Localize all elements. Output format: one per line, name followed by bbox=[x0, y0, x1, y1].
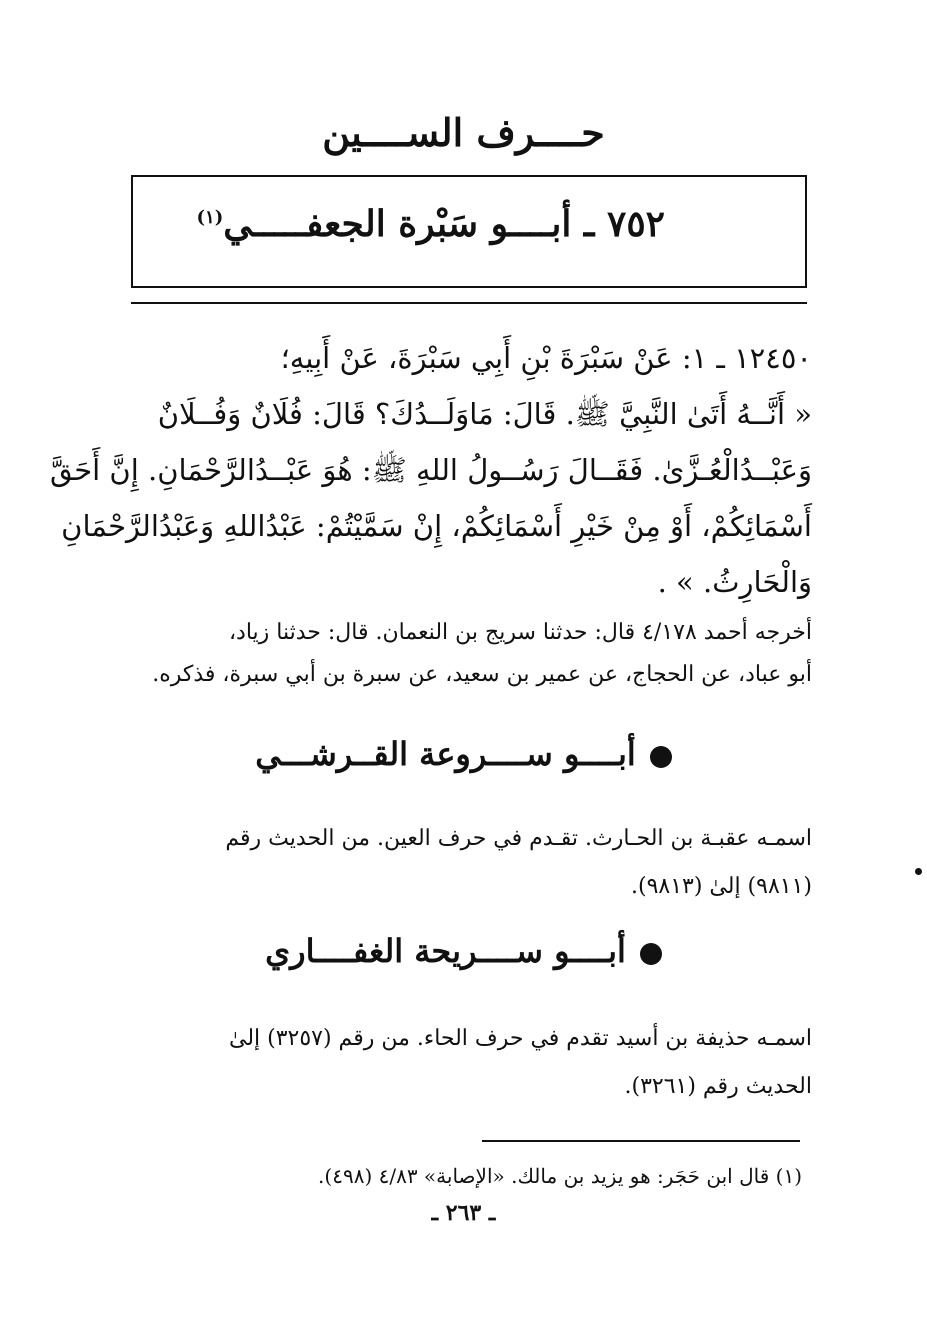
source-text bbox=[126, 612, 812, 696]
hadith-line: أَسْمَائِكُمْ، أَوْ مِنْ خَيْرِ أَسْمَائِكُمْ، إِنْ سَمَّيْتُمْ: عَبْدُاللهِ وَعَبْدُالرَّحْمَانِ bbox=[61, 509, 812, 543]
footnote-marker: (١) bbox=[196, 207, 224, 228]
section-line: الحديث رقم (٣٢٦١). bbox=[624, 1074, 812, 1099]
source-line: أخرجه أحمد ٤/١٧٨ قال: حدثنا سريج بن النعمان. قال: حدثنا زياد، bbox=[228, 620, 812, 645]
section-text-abu-sarwaa bbox=[126, 815, 812, 911]
hadith-line: ١٢٤٥٠ ـ ١: عَنْ سَبْرَةَ بْنِ أَبِي سَبْرَةَ، عَنْ أَبِيهِ؛ bbox=[280, 341, 812, 375]
bullet-icon bbox=[640, 943, 662, 965]
section-heading-abu-sarwaa bbox=[0, 735, 927, 773]
section-heading-text: أبــــو ســــروعة القــرشـــي bbox=[255, 735, 636, 773]
chapter-title: حــــرف الســــين bbox=[322, 110, 605, 155]
entry-title-text: ٧٥٢ ـ أبــــو سَبْرة الجعفـــــي bbox=[223, 203, 665, 245]
hadith-line: وَالْحَارِثُ. » . bbox=[657, 565, 812, 599]
section-line: (٩٨١١) إلىٰ (٩٨١٣). bbox=[630, 874, 812, 899]
entry-title-box bbox=[131, 175, 807, 288]
section-heading-abu-sariha bbox=[0, 932, 927, 970]
bullet-icon bbox=[650, 746, 672, 768]
hadith-line: « أَنَّــهُ أَتَىٰ النَّبِيَّ ﷺ. قَالَ: مَاوَلَــدُكَ؟ قَالَ: فُلَانٌ وَفُــلَانٌ bbox=[157, 397, 812, 431]
top-divider bbox=[131, 302, 807, 304]
margin-mark bbox=[915, 868, 922, 875]
section-line: اسمـه حذيفة بن أسيد تقدم في حرف الحاء. من رقم (٣٢٥٧) إلىٰ bbox=[228, 1026, 812, 1051]
section-heading-text: أبــــو ســــريحة الغفــــاري bbox=[265, 932, 626, 970]
hadith-text bbox=[50, 330, 812, 610]
footnote: (١) قال ابن حَجَر: هو يزيد بن مالك. «الإصابة» ٤/٨٣ (٤٩٨). bbox=[318, 1164, 802, 1188]
section-text-abu-sariha bbox=[126, 1015, 812, 1111]
footnote-divider bbox=[482, 1140, 800, 1142]
page-number: ـ ٢٦٣ ـ bbox=[431, 1200, 496, 1226]
source-line: أبو عباد، عن الحجاج، عن عمير بن سعيد، عن سبرة بن أبي سبرة، فذكره. bbox=[152, 662, 812, 687]
section-line: اسمـه عقبـة بن الحـارث. تقـدم في حرف العين. من الحديث رقم bbox=[225, 826, 812, 851]
hadith-line: وَعَبْــدُالْعُـزَّىٰ. فَقَــالَ رَسُــولُ اللهِ ﷺ: هُوَ عَبْــدُالرَّحْمَانِ. إِنَّ أَحَقَّ bbox=[50, 453, 812, 487]
entry-title bbox=[196, 203, 665, 245]
